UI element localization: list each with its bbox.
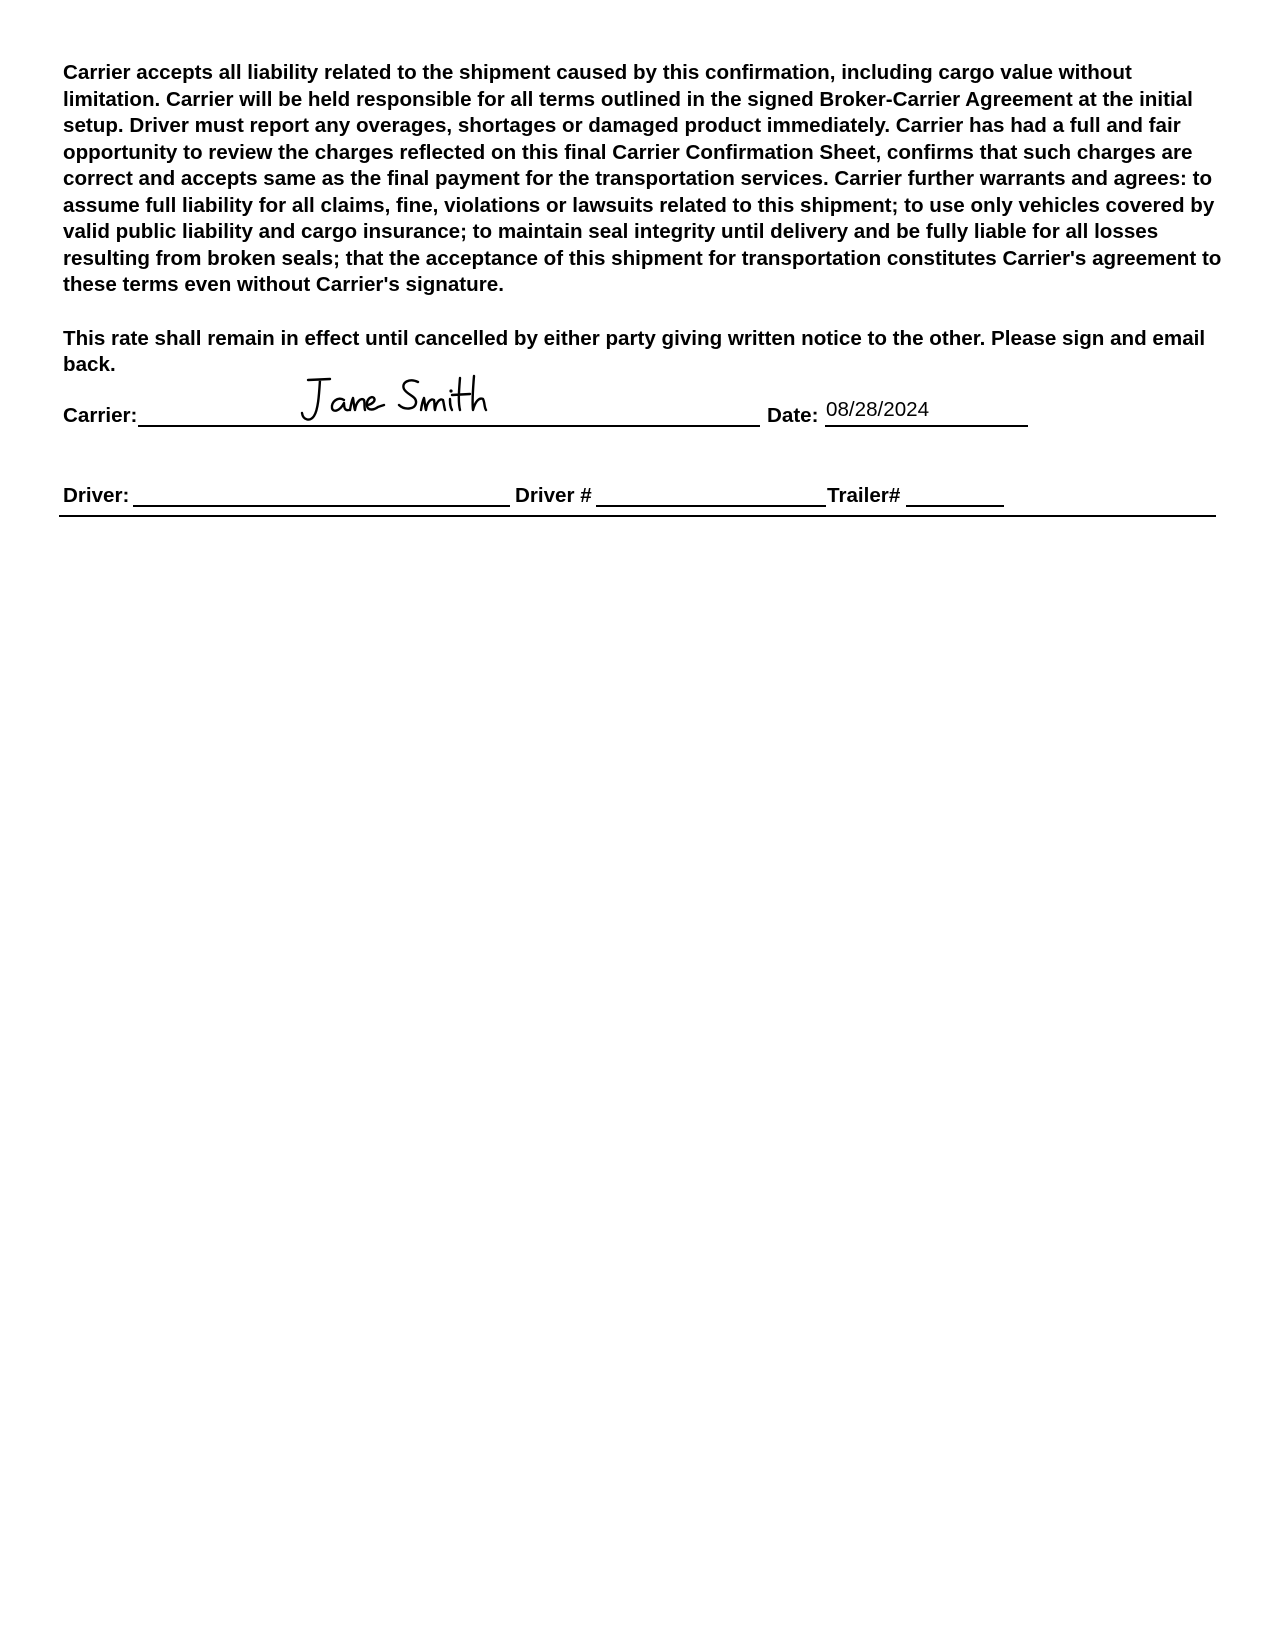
carrier-label: Carrier: <box>63 404 138 427</box>
carrier-signature <box>300 370 520 426</box>
terms-paragraph: Carrier accepts all liability related to the shipment caused by this confirmation, including cargo value without limitation. Carrier will be held responsible for all terms outlined in the signed Broker-Carrier Agreement at the initial setup. Driver must report any overages, shortages or damaged product immediately. Carrier has had a full and fair opportunity to review the charges reflected on this final Carrier Confirmation Sheet, confirms that such charges are correct and accepts same as the final payment for the transportation services. Carrier further warrants and agrees: to assume full liability for all claims, fine, violations or lawsuits related to this shipment; to use only vehicles covered by valid public liability and cargo insurance; to maintain seal integrity until delivery and be fully liable for all losses resulting from broken seals; that the acceptance of this shipment for transportation constitutes Carrier's agreement to these terms even without Carrier's signature. <box>63 61 1222 296</box>
driver-label: Driver: <box>63 484 130 507</box>
section-divider <box>59 515 1216 517</box>
date-line[interactable] <box>825 425 1028 427</box>
date-value: 08/28/2024 <box>826 398 930 421</box>
driver-line[interactable] <box>133 505 510 507</box>
driver-number-line[interactable] <box>596 505 826 507</box>
date-label: Date: <box>767 404 819 427</box>
driver-number-label: Driver # <box>515 484 592 507</box>
rate-notice: This rate shall remain in effect until cancelled by either party giving written notice to the other. Please sign and email back. <box>63 327 1206 376</box>
trailer-line[interactable] <box>906 505 1004 507</box>
trailer-label: Trailer# <box>827 484 901 507</box>
